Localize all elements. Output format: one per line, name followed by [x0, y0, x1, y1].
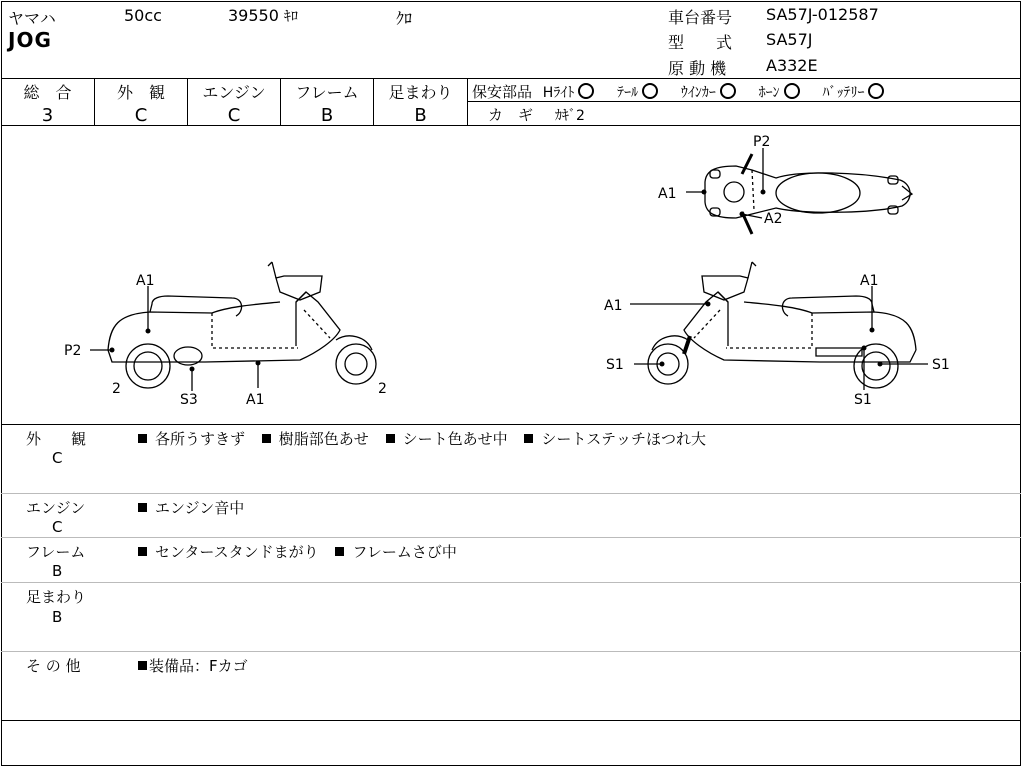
note-title-frame: フレーム	[26, 543, 86, 561]
type-value: SA57J	[766, 30, 813, 49]
type-label: 型 式	[668, 33, 733, 52]
note-grade-frame: B	[52, 562, 63, 580]
bullet-icon	[138, 503, 147, 512]
grade-frame: フレーム B	[295, 83, 359, 126]
check-circle-icon	[784, 83, 800, 99]
note-grade-suspension: B	[52, 608, 63, 626]
engine-model-value: A332E	[766, 56, 818, 75]
divider	[1, 582, 1021, 583]
note-items-exterior: 各所うすきず 樹脂部色あせ シート色あせ中 シートステッチほつれ大	[138, 428, 706, 449]
note-items-frame: センタースタンドまがり フレームさび中	[138, 541, 457, 562]
bullet-icon	[386, 434, 395, 443]
chassis-label: 車台番号	[668, 8, 733, 27]
divider	[1, 537, 1021, 538]
note-grade-exterior: C	[52, 449, 63, 467]
grade-suspension: 足まわり B	[388, 83, 453, 126]
label-s3: S3	[180, 392, 198, 408]
label-a1: A1	[860, 273, 879, 289]
label-s1: S1	[606, 357, 624, 373]
model-name: JOG	[8, 28, 52, 52]
note-items-engine: エンジン音中	[138, 497, 244, 518]
bullet-icon	[138, 661, 147, 670]
note-grade-engine: C	[52, 518, 63, 536]
divider	[1, 720, 1021, 721]
divider	[1, 493, 1021, 494]
label-a1: A1	[136, 273, 155, 289]
bullet-icon	[524, 434, 533, 443]
divider	[1, 424, 1021, 425]
grade-exterior: 外 観 C	[116, 83, 165, 126]
bullet-icon	[262, 434, 271, 443]
label-p2: P2	[753, 134, 771, 150]
damage-diagram	[0, 126, 1024, 424]
divider	[467, 78, 468, 125]
maker: ヤマハ	[8, 9, 56, 28]
note-title-engine: エンジン	[26, 499, 86, 517]
check-circle-icon	[720, 83, 736, 99]
engine-model-label: 原 動 機	[668, 59, 727, 78]
label-a1: A1	[658, 186, 677, 202]
displacement: 50cc	[124, 6, 162, 25]
grade-overall: 総 合 3	[23, 83, 72, 126]
label-s1: S1	[932, 357, 950, 373]
check-circle-icon	[868, 83, 884, 99]
check-circle-icon	[578, 83, 594, 99]
check-circle-icon	[642, 83, 658, 99]
label-p2: P2	[64, 343, 82, 359]
note-title-exterior: 外 観	[26, 430, 87, 448]
note-title-other: そ の 他	[26, 657, 81, 675]
label-a1: A1	[246, 392, 265, 408]
bullet-icon	[138, 434, 147, 443]
safety-parts: 保安部品 Hﾗｲﾄ ﾃｰﾙ ｳｲﾝｶｰ ﾎｰﾝ ﾊﾞｯﾃﾘｰ	[472, 81, 884, 102]
label-2: 2	[378, 381, 387, 397]
divider	[1, 651, 1021, 652]
label-s1: S1	[854, 392, 872, 408]
note-title-suspension: 足まわり	[26, 588, 87, 606]
bullet-icon	[138, 547, 147, 556]
divider	[1, 78, 1021, 79]
mileage: 39550 ｷﾛ	[228, 6, 298, 25]
label-a2: A2	[764, 211, 783, 227]
key-info: カ ギ ｶｷﾞ2	[488, 106, 585, 124]
note-items-other: 装備品：Fカゴ	[138, 655, 248, 676]
label-2: 2	[112, 381, 121, 397]
chassis-value: SA57J-012587	[766, 5, 879, 24]
color: ｸﾛ	[396, 9, 413, 28]
bullet-icon	[335, 547, 344, 556]
grade-engine: エンジン C	[202, 83, 266, 126]
label-a1: A1	[604, 298, 623, 314]
